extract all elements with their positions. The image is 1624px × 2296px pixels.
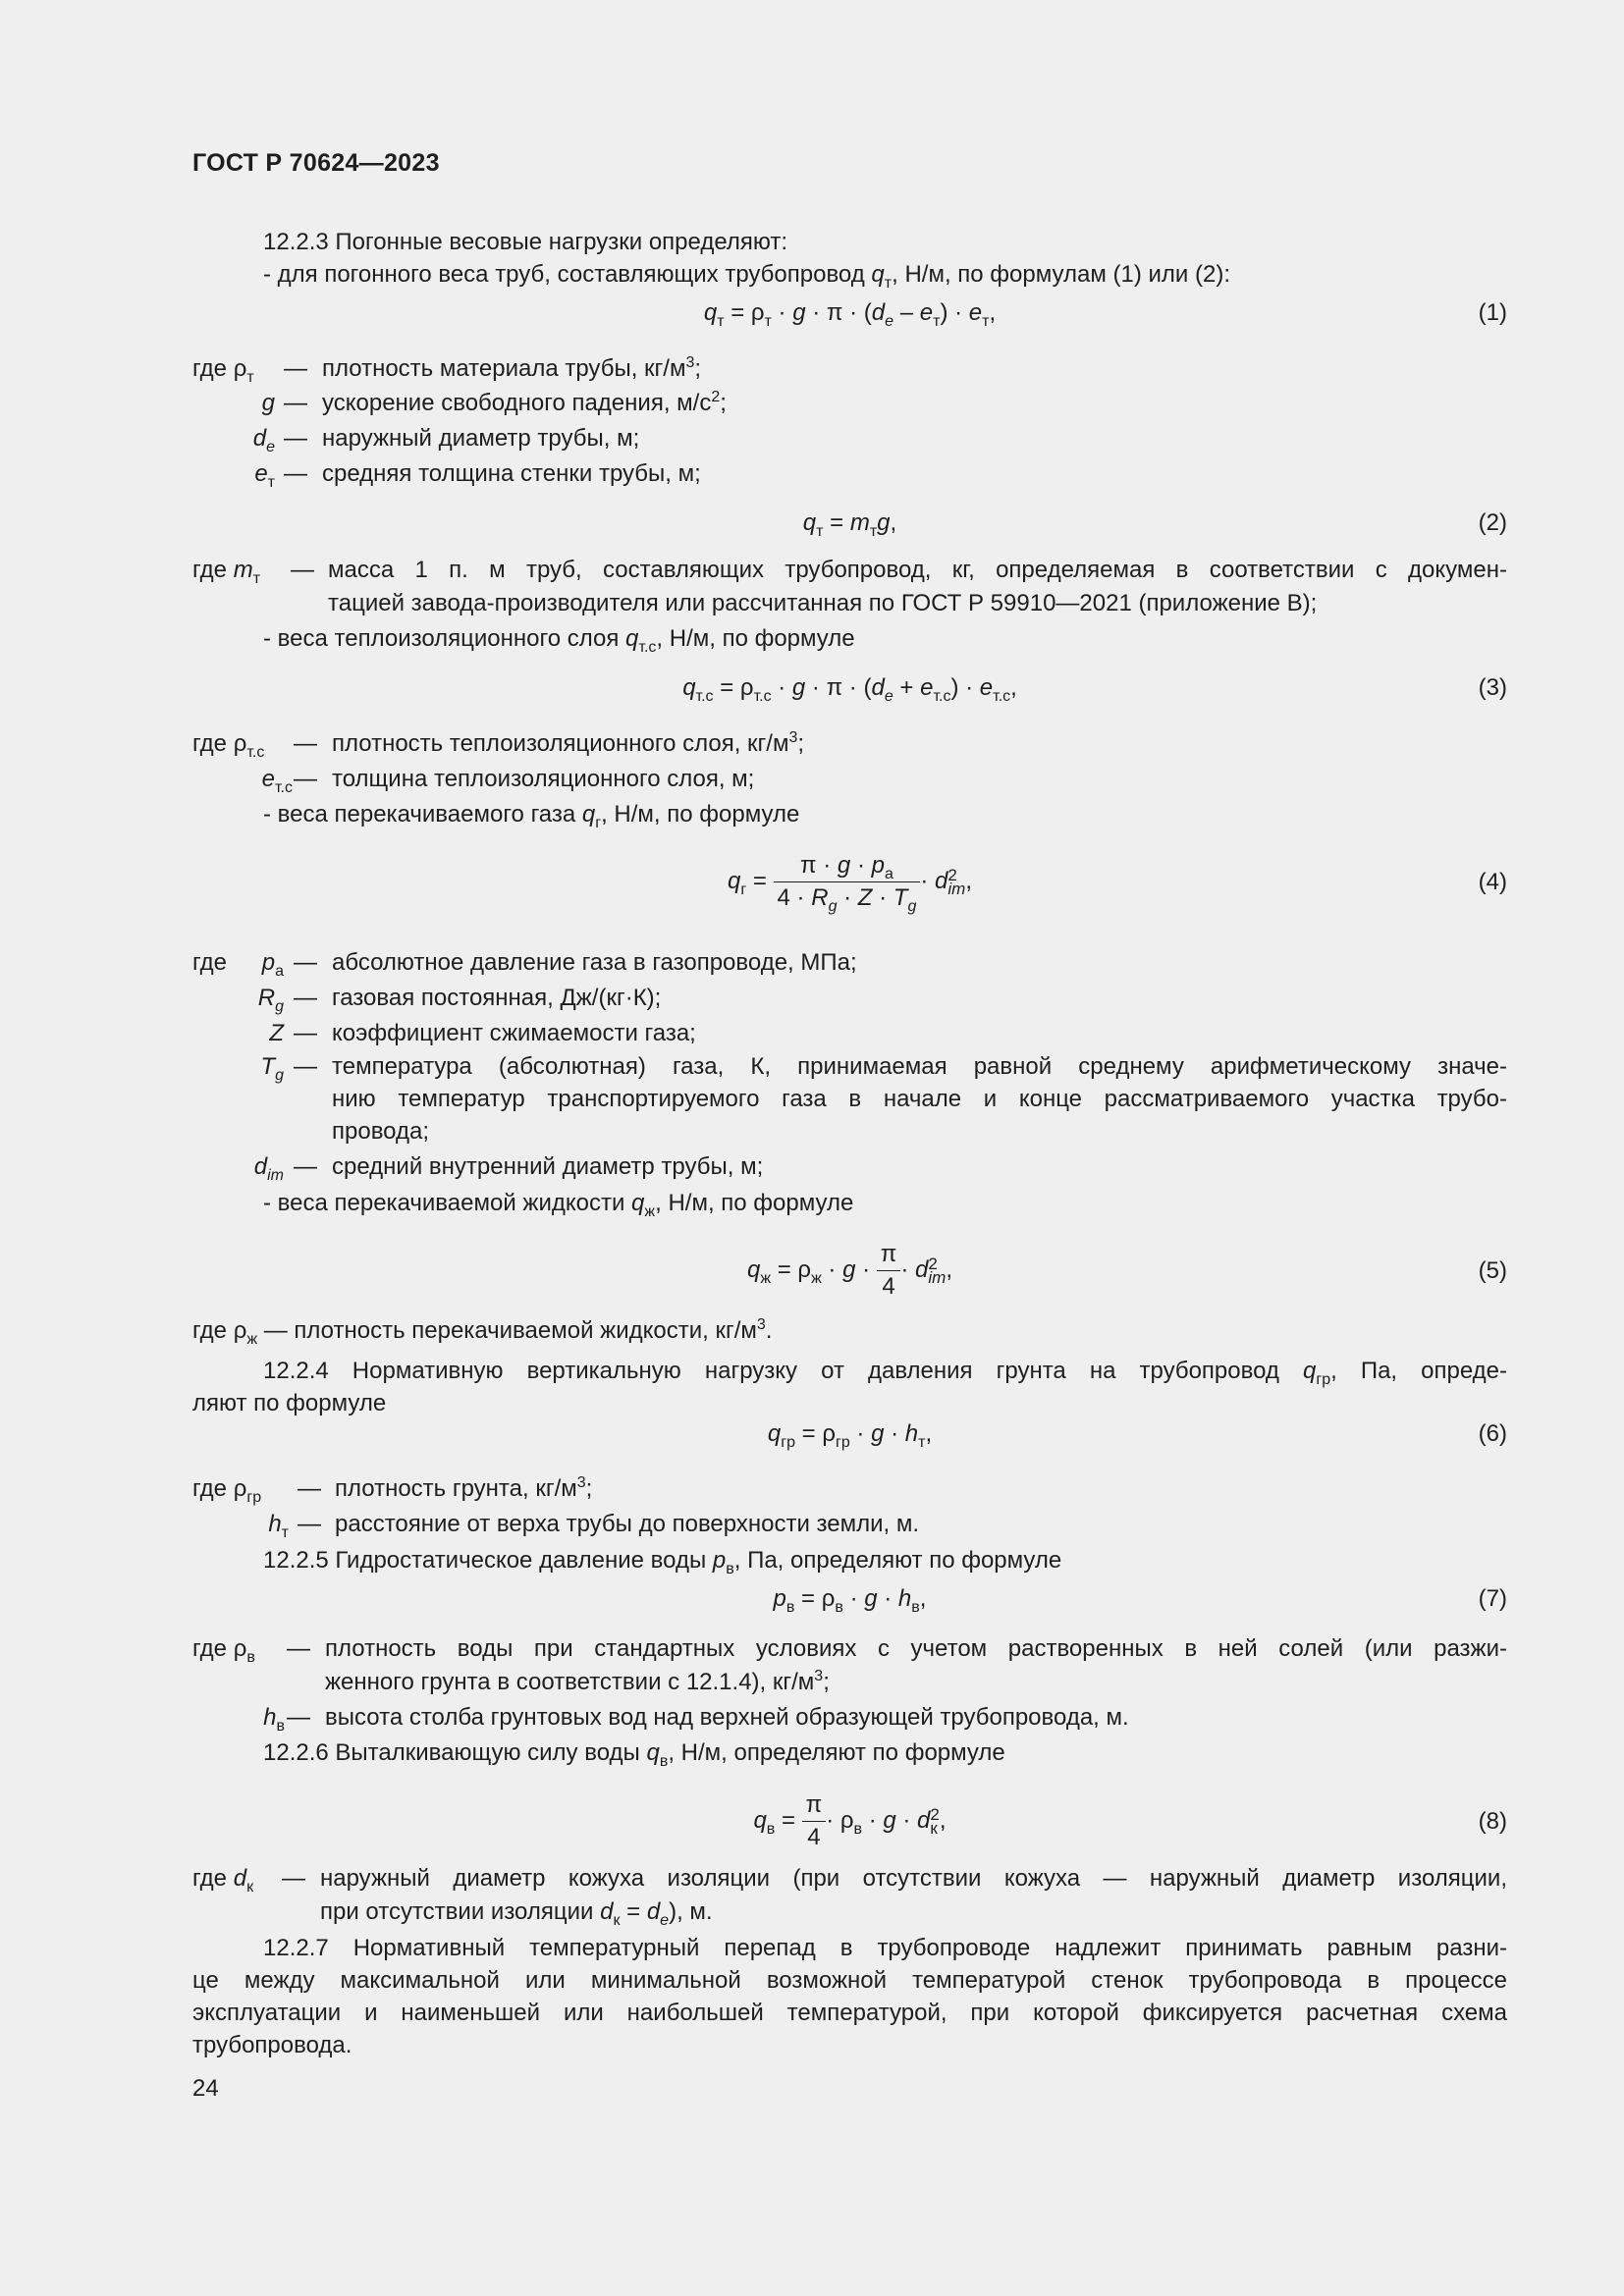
paragraph-12-2-3-intro: 12.2.3 Погонные весовые нагрузки определяют:: [263, 229, 788, 255]
var-p-a: $p_a$: [261, 949, 284, 980]
def-g: ускорение свободного падения, $м/с^2$;: [322, 389, 727, 416]
where-label: где $d_к$: [192, 1865, 254, 1896]
var-d-im: $d_{im}$: [253, 1153, 284, 1184]
def-Z: коэффициент сжимаемости газа;: [332, 1020, 696, 1046]
equation-number-8: (8): [1478, 1808, 1507, 1835]
def-d-e: наружный диаметр трубы, м;: [322, 425, 640, 452]
equation-number-5: (5): [1478, 1257, 1507, 1284]
def-T-g-line1: температура (абсолютная) газа, К, принимаемая равной среднему арифметическому значе-: [332, 1053, 1507, 1080]
definition-dash: —: [294, 1053, 317, 1080]
def-rho-v-line2: женного грунта в соответствии с 12.1.4), $кг/м^3$;: [325, 1668, 830, 1695]
def-rho-zh: где $\rho_ж$ — плотность перекачиваемой жидкости, $кг/м^3$.: [192, 1316, 773, 1348]
fraction: $\frac{\pi}{4}$: [877, 1241, 901, 1301]
formula-8: $q_в$ = $\frac{\pi}{4}$ · $\rho_в \cdot g \cdot d$ 2 к ,: [753, 1791, 947, 1851]
insulation-weight-intro: - веса теплоизоляционного слоя $q_{т.с}$, Н/м, по формуле: [263, 625, 855, 656]
formula-6: $q_{гр} = \rho_{гр} \cdot g \cdot h_т$,: [767, 1420, 933, 1451]
definition-dash: —: [291, 557, 314, 583]
var-d-e: $d_e$: [252, 425, 275, 455]
def-m-t-line1: масса 1 п. м труб, составляющих трубопровод, кг, определяемая в соответствии с докумен-: [328, 557, 1507, 583]
formula-2: $q_т = m_тg$,: [802, 509, 897, 540]
fraction: $\frac{\pi}{4}$: [802, 1791, 827, 1851]
var-g: g: [261, 390, 275, 416]
paragraph-12-2-7-line4: трубопровода.: [192, 2032, 352, 2058]
pipes-weight-intro: - для погонного веса труб, составляющих трубопровод $q_т$, Н/м, по формулам (1) или (2):: [263, 261, 1230, 292]
var-h-v: $h_в$: [263, 1704, 285, 1735]
def-rho-gr: плотность грунта, $кг/м^3$;: [335, 1474, 593, 1502]
definition-dash: —: [294, 1020, 317, 1046]
def-rho-v-line1: плотность воды при стандартных условиях с учетом растворенных в ней солей (или разжи-: [325, 1635, 1507, 1662]
where-label: где $\rho_т$: [192, 355, 254, 386]
definition-dash: —: [294, 985, 317, 1011]
where-label: где $\rho_{гр}$: [192, 1475, 262, 1506]
equation-number-7: (7): [1478, 1585, 1507, 1612]
document-header: ГОСТ Р 70624—2023: [192, 149, 440, 177]
page-number: 24: [192, 2075, 219, 2102]
definition-dash: —: [284, 390, 307, 416]
definition-dash: —: [298, 1511, 321, 1537]
where-label: где $\rho_{т.с}$: [192, 730, 265, 761]
paragraph-12-2-7-line1: 12.2.7 Нормативный температурный перепад в трубопроводе надлежит принимать равным разни-: [263, 1935, 1507, 1961]
var-T-g: $T_g$: [260, 1053, 284, 1084]
var-e-t: $e_т$: [254, 460, 275, 491]
where-label: где $\rho_в$: [192, 1635, 255, 1666]
definition-dash: —: [287, 1635, 310, 1662]
equation-number-4: (4): [1478, 869, 1507, 895]
var-e-tc: $e_{т.с}$: [261, 766, 293, 796]
paragraph-12-2-4-line2: ляют по формуле: [192, 1390, 387, 1416]
definition-dash: —: [284, 425, 307, 452]
paragraph-12-2-5: 12.2.5 Гидростатическое давление воды $p_в$, Па, определяют по формуле: [263, 1547, 1062, 1577]
def-e-t: средняя толщина стенки трубы, м;: [322, 460, 701, 487]
definition-dash: —: [294, 730, 317, 757]
definition-dash: —: [294, 766, 317, 792]
def-T-g-line3: провода;: [332, 1118, 430, 1145]
def-e-tc: толщина теплоизоляционного слоя, м;: [332, 766, 755, 792]
definition-dash: —: [284, 355, 307, 382]
paragraph-12-2-6: 12.2.6 Выталкивающую силу воды $q_в$, Н/м, определяют по формуле: [263, 1739, 1005, 1770]
paragraph-12-2-4-line1: 12.2.4 Нормативную вертикальную нагрузку от давления грунта на трубопровод $q_{гр}$, Па, опреде-: [263, 1358, 1508, 1388]
def-m-t-line2: тацией завода-производителя или рассчитанная по ГОСТ Р 59910—2021 (приложение В);: [328, 590, 1318, 616]
def-R-g: газовая постоянная, Дж/(кг·К);: [332, 985, 662, 1011]
formula-3: $q_{т.с} = \rho_{т.с} \cdot g \cdot \pi \cdot (d_e + e_{т.с}) \cdot e_{т.с}$,: [682, 674, 1017, 705]
definition-dash: —: [294, 1153, 317, 1180]
fraction: $\frac{\pi \cdot g \cdot p_a}{4 \cdot R_g \cdot Z \cdot T_g}$: [774, 852, 921, 912]
formula-1: $q_т = \rho_т \cdot g \cdot \pi \cdot (d_e - e_т) \cdot e_т$,: [703, 299, 997, 330]
def-h-t: расстояние от верха трубы до поверхности земли, м.: [335, 1511, 920, 1537]
equation-number-6: (6): [1478, 1420, 1507, 1447]
definition-dash: —: [284, 460, 307, 487]
definition-dash: —: [294, 949, 317, 976]
paragraph-12-2-7-line3: эксплуатации и наименьшей или наибольшей температурой, при которой фиксируется расчетная схема: [192, 2000, 1507, 2026]
var-R-g: $R_g$: [257, 985, 284, 1015]
def-T-g-line2: нию температур транспортируемого газа в начале и конце рассматриваемого участка трубо-: [332, 1086, 1507, 1112]
where-label: где $m_т$: [192, 557, 261, 587]
def-d-k-line1: наружный диаметр кожуха изоляции (при отсутствии кожуха — наружный диаметр изоляции,: [320, 1865, 1507, 1892]
def-d-im: средний внутренний диаметр трубы, м;: [332, 1153, 764, 1180]
definition-dash: —: [282, 1865, 305, 1892]
def-rho-tc: плотность теплоизоляционного слоя, $кг/м^3$;: [332, 729, 805, 757]
formula-4: $q_г$ = $\frac{\pi \cdot g \cdot p_a}{4 \cdot R_g \cdot Z \cdot T_g}$ · d 2 im ,: [727, 852, 973, 916]
var-Z: Z: [269, 1020, 284, 1046]
def-rho-t: плотность материала трубы, $кг/м^3$;: [322, 354, 702, 382]
formula-5: $q_ж = \rho_ж \cdot g$ · $\frac{\pi}{4}$ · d 2 im ,: [746, 1241, 952, 1301]
def-p-a: абсолютное давление газа в газопроводе, МПа;: [332, 949, 857, 976]
var-h-t: $h_т$: [268, 1511, 289, 1541]
definition-dash: —: [298, 1475, 321, 1502]
where-label: где: [192, 949, 228, 976]
equation-number-2: (2): [1478, 509, 1507, 536]
paragraph-12-2-7-line2: це между максимальной или минимальной возможной температурой стенок трубопровода в процессе: [192, 1967, 1507, 1994]
def-d-k-line2: при отсутствии изоляции $d_к = d_e$), м.: [320, 1898, 713, 1929]
liquid-weight-intro: - веса перекачиваемой жидкости $q_ж$, Н/м, по формуле: [263, 1190, 854, 1220]
definition-dash: —: [287, 1704, 310, 1731]
formula-7: $p_в = \rho_в \cdot g \cdot h_в$,: [773, 1585, 927, 1616]
equation-number-3: (3): [1478, 674, 1507, 701]
def-h-v: высота столба грунтовых вод над верхней образующей трубопровода, м.: [325, 1704, 1129, 1731]
gas-weight-intro: - веса перекачиваемого газа $q_г$, Н/м, по формуле: [263, 801, 800, 831]
equation-number-1: (1): [1478, 299, 1507, 326]
